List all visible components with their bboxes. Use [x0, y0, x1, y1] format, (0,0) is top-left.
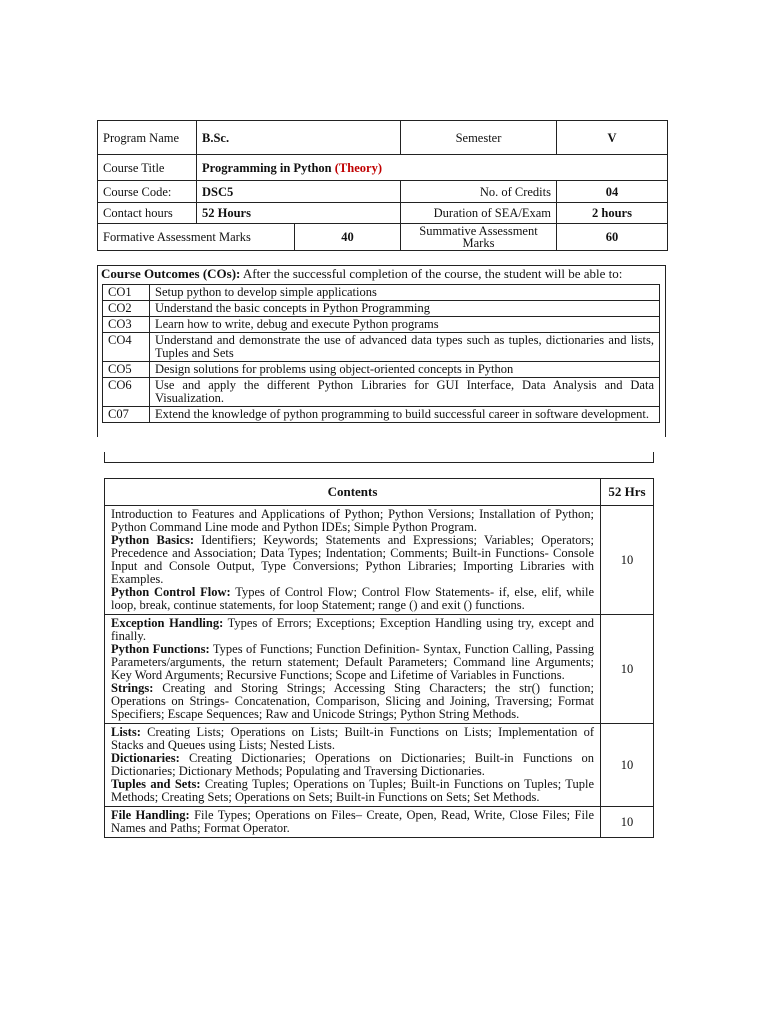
- unit-paragraph: [111, 508, 594, 534]
- outcome-code: CO5: [103, 362, 150, 378]
- outcomes-left-border: [97, 265, 98, 437]
- outcome-row: [103, 407, 660, 423]
- course-title-cell: [197, 155, 668, 181]
- program-name-label: Program Name: [98, 121, 197, 155]
- unit-row: [105, 724, 654, 807]
- duration-value: 2 hours: [557, 203, 668, 224]
- paragraph-text: Identifiers; Keywords; Statements and Expressions; Variables; Operators; Precedence and Association; Data Types; Indentation; Comments; Built-in Functions- Console Input and Console Output, Type Conversions; Python Libraries; Importing Libraries with Examples.: [111, 533, 595, 586]
- semester-value: V: [557, 121, 668, 155]
- unit-paragraph: [111, 643, 594, 682]
- unit-paragraph: [111, 778, 594, 804]
- outcome-text: Use and apply the different Python Libraries for GUI Interface, Data Analysis and Data Visualization.: [150, 378, 660, 407]
- outcomes-right-border: [665, 265, 666, 437]
- hours-header: 52 Hrs: [601, 479, 654, 506]
- unit-content: [105, 724, 601, 807]
- unit-row: [105, 615, 654, 724]
- outcome-row: [103, 378, 660, 407]
- course-code-value: DSC5: [197, 181, 401, 203]
- unit-paragraph: [111, 752, 594, 778]
- unit-paragraph: [111, 534, 594, 586]
- credits-value: 04: [557, 181, 668, 203]
- outcomes-heading: [101, 266, 622, 282]
- outcome-row: [103, 301, 660, 317]
- outcome-row: [103, 285, 660, 301]
- outcome-text: Learn how to write, debug and execute Python programs: [150, 317, 660, 333]
- outcome-text: Understand the basic concepts in Python Programming: [150, 301, 660, 317]
- outcomes-table: [102, 284, 660, 423]
- paragraph-text: File Types; Operations on Files– Create, Open, Read, Write, Close Files; File Names and Paths; Format Operator.: [111, 808, 594, 835]
- contact-hours-value: 52 Hours: [197, 203, 401, 224]
- outcome-code: CO2: [103, 301, 150, 317]
- summative-label: Summative Assessment Marks: [401, 224, 557, 251]
- program-name-value: B.Sc.: [197, 121, 401, 155]
- topic-title: Python Functions:: [111, 642, 210, 656]
- course-code-label: Course Code:: [98, 181, 197, 203]
- outcome-row: [103, 333, 660, 362]
- contents-table: [104, 478, 654, 838]
- course-title-suffix: (Theory): [334, 160, 382, 175]
- unit-hours: 10: [601, 807, 654, 838]
- paragraph-text: Creating Dictionaries; Operations on Dictionaries; Built-in Functions on Dictionaries; Dictionary Methods; Populating and Traversing Dictionaries.: [111, 751, 595, 778]
- course-outcomes-section: [97, 265, 665, 437]
- outcome-row: [103, 362, 660, 378]
- outcome-code: CO4: [103, 333, 150, 362]
- unit-paragraph: [111, 682, 594, 721]
- unit-paragraph: [111, 617, 594, 643]
- unit-hours: 10: [601, 615, 654, 724]
- contents-header-row: [105, 479, 654, 506]
- semester-label: Semester: [401, 121, 557, 155]
- outcome-row: [103, 317, 660, 333]
- topic-title: Exception Handling:: [111, 616, 224, 630]
- contents-header: Contents: [105, 479, 601, 506]
- formative-label: Formative Assessment Marks: [98, 224, 295, 251]
- outcome-code: C07: [103, 407, 150, 423]
- unit-content: [105, 807, 601, 838]
- topic-title: Python Control Flow:: [111, 585, 231, 599]
- formative-value: 40: [295, 224, 401, 251]
- paragraph-text: Creating and Storing Strings; Accessing Sting Characters; the str() function; Operations on Strings- Concatenation, Comparison, Slicing and Joining, Traversing; Format Specifiers; Escape Sequences; Raw and Unicode Strings; Python String Methods.: [111, 681, 594, 721]
- outcome-text: Setup python to develop simple applications: [150, 285, 660, 301]
- unit-row: [105, 506, 654, 615]
- unit-paragraph: [111, 586, 594, 612]
- course-info-table: [97, 120, 668, 251]
- contact-hours-label: Contact hours: [98, 203, 197, 224]
- outcome-text: Understand and demonstrate the use of advanced data types such as tuples, dictionaries and lists, Tuples and Sets: [150, 333, 660, 362]
- outcome-code: CO6: [103, 378, 150, 407]
- topic-title: Dictionaries:: [111, 751, 180, 765]
- outcomes-heading-text: After the successful completion of the course, the student will be able to:: [242, 266, 623, 281]
- topic-title: File Handling:: [111, 808, 190, 822]
- credits-label: No. of Credits: [401, 181, 557, 203]
- topic-title: Strings:: [111, 681, 154, 695]
- topic-title: Tuples and Sets:: [111, 777, 201, 791]
- unit-hours: 10: [601, 506, 654, 615]
- outcome-text: Design solutions for problems using object-oriented concepts in Python: [150, 362, 660, 378]
- paragraph-text: Introduction to Features and Applications of Python; Python Versions; Installation of Python; Python Command Line mode and Python IDEs; Simple Python Program.: [111, 507, 594, 534]
- page-break-table-remnant: [104, 452, 654, 463]
- outcome-code: CO3: [103, 317, 150, 333]
- outcomes-heading-title: Course Outcomes (COs):: [101, 266, 241, 281]
- unit-content: [105, 506, 601, 615]
- paragraph-text: Types of Errors; Exceptions; Exception Handling using try, except and finally.: [111, 616, 594, 643]
- outcome-text: Extend the knowledge of python programming to build successful career in software development.: [150, 407, 660, 423]
- unit-hours: 10: [601, 724, 654, 807]
- unit-row: [105, 807, 654, 838]
- paragraph-text: Creating Tuples; Operations on Tuples; Built-in Functions on Tuples; Tuple Methods; Creating Sets; Operations on Sets; Built-in Functions on Sets; Set Methods.: [111, 777, 594, 804]
- duration-label: Duration of SEA/Exam: [401, 203, 557, 224]
- paragraph-text: Creating Lists; Operations on Lists; Built-in Functions on Lists; Implementation of Stacks and Queues using Lists; Nested Lists.: [111, 725, 595, 752]
- topic-title: Lists:: [111, 725, 141, 739]
- unit-content: [105, 615, 601, 724]
- course-title-value: Programming in Python: [202, 160, 332, 175]
- paragraph-text: Types of Control Flow; Control Flow Statements- if, else, elif, while loop, break, continue statements, for loop Statement; range () and exit () functions.: [111, 585, 595, 612]
- topic-title: Python Basics:: [111, 533, 194, 547]
- course-title-label: Course Title: [98, 155, 197, 181]
- unit-paragraph: [111, 726, 594, 752]
- summative-value: 60: [557, 224, 668, 251]
- outcome-code: CO1: [103, 285, 150, 301]
- unit-paragraph: [111, 809, 594, 835]
- paragraph-text: Types of Functions; Function Definition- Syntax, Function Calling, Passing Parameters/arguments, the return statement; Default Parameters; Command line Arguments; Key Word Arguments; Recursive Functions; Scope and Lifetime of Variables in Functions.: [111, 642, 595, 682]
